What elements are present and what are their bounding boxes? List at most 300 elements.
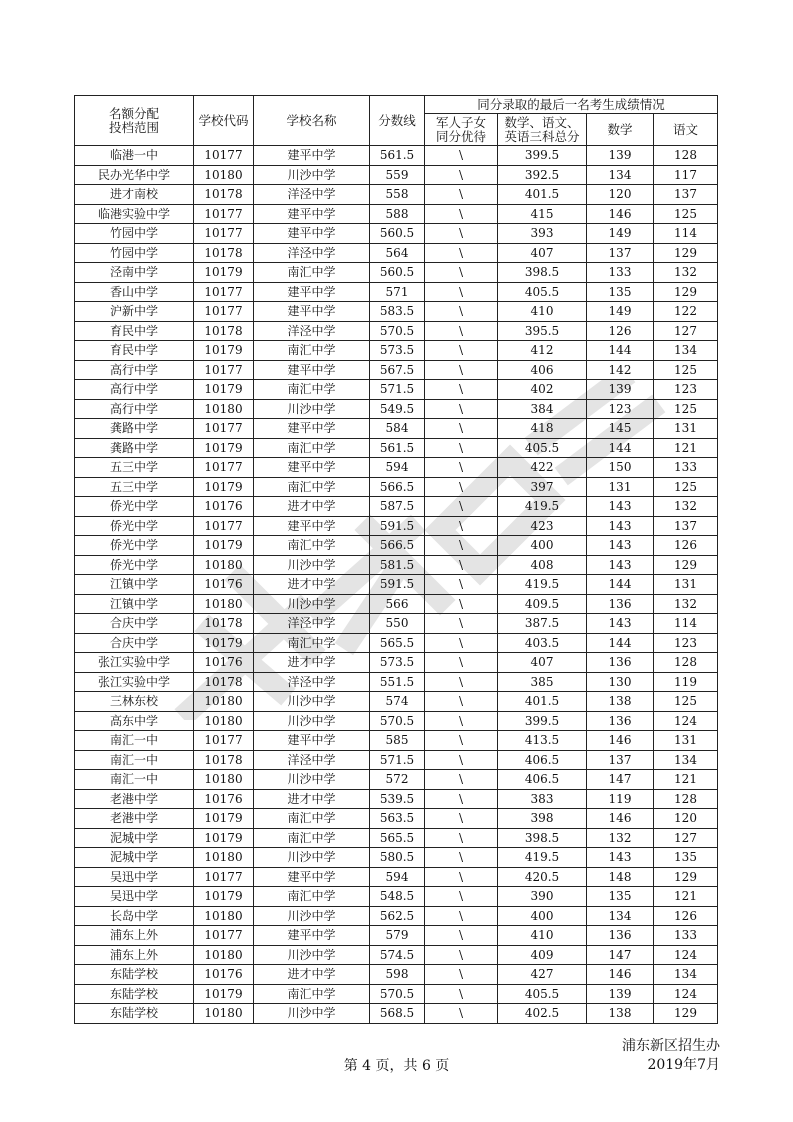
cell-total: 399.5 [498,146,587,166]
cell-name: 川沙中学 [254,555,370,575]
cell-code: 10179 [194,887,254,907]
cell-code: 10177 [194,926,254,946]
cell-range: 龚路中学 [75,438,194,458]
cell-chinese: 132 [654,594,718,614]
cell-name: 建平中学 [254,204,370,224]
cell-name: 建平中学 [254,302,370,322]
cell-total: 410 [498,926,587,946]
cell-name: 洋泾中学 [254,185,370,205]
table-row [75,887,718,907]
cell-score: 549.5 [370,399,425,419]
cell-total: 405.5 [498,438,587,458]
cell-range: 龚路中学 [75,419,194,439]
header-total-line1: 数学、语文、 [504,114,580,130]
cell-military: \ [425,848,498,868]
cell-name: 川沙中学 [254,711,370,731]
cell-score: 565.5 [370,828,425,848]
cell-range: 育民中学 [75,341,194,361]
cell-chinese: 125 [654,692,718,712]
cell-score: 565.5 [370,633,425,653]
cell-name: 进才中学 [254,497,370,517]
cell-military: \ [425,575,498,595]
cell-math: 130 [587,672,654,692]
table-row [75,302,718,322]
cell-chinese: 125 [654,399,718,419]
cell-math: 131 [587,477,654,497]
table-row [75,945,718,965]
cell-chinese: 129 [654,282,718,302]
cell-range: 育民中学 [75,321,194,341]
cell-chinese: 124 [654,945,718,965]
cell-range: 民办光华中学 [75,165,194,185]
cell-total: 400 [498,536,587,556]
header-math: 数学 [587,114,654,146]
cell-score: 563.5 [370,809,425,829]
cell-range: 高东中学 [75,711,194,731]
cell-name: 南汇中学 [254,828,370,848]
cell-name: 南汇中学 [254,984,370,1004]
cell-code: 10180 [194,770,254,790]
cell-total: 423 [498,516,587,536]
cell-chinese: 120 [654,809,718,829]
issuer-name: 浦东新区招生办 [622,1038,720,1054]
cell-range: 吴迅中学 [75,867,194,887]
cell-math: 126 [587,321,654,341]
cell-military: \ [425,243,498,263]
cell-military: \ [425,984,498,1004]
cell-math: 136 [587,653,654,673]
cell-total: 410 [498,302,587,322]
cell-math: 119 [587,789,654,809]
cell-score: 571 [370,282,425,302]
cell-score: 566 [370,594,425,614]
cell-name: 川沙中学 [254,594,370,614]
cell-military: \ [425,341,498,361]
cell-score: 568.5 [370,1004,425,1024]
cell-math: 145 [587,419,654,439]
cell-name: 洋泾中学 [254,614,370,634]
cell-total: 402 [498,380,587,400]
cell-code: 10179 [194,633,254,653]
cell-score: 587.5 [370,497,425,517]
cell-total: 420.5 [498,867,587,887]
cell-score: 594 [370,458,425,478]
cell-chinese: 125 [654,204,718,224]
cell-military: \ [425,750,498,770]
cell-range: 高行中学 [75,399,194,419]
cell-code: 10179 [194,263,254,283]
cell-math: 139 [587,380,654,400]
cell-chinese: 119 [654,672,718,692]
cell-code: 10177 [194,731,254,751]
cell-math: 143 [587,848,654,868]
cell-math: 144 [587,633,654,653]
table-row [75,165,718,185]
cell-range: 张江实验中学 [75,653,194,673]
cell-score: 550 [370,614,425,634]
table-row [75,965,718,985]
cell-total: 398.5 [498,828,587,848]
cell-score: 581.5 [370,555,425,575]
cell-score: 573.5 [370,341,425,361]
cell-military: \ [425,204,498,224]
cell-score: 585 [370,731,425,751]
cell-code: 10178 [194,672,254,692]
cell-math: 142 [587,360,654,380]
cell-range: 南汇一中 [75,731,194,751]
header-range-line1: 名额分配 [108,105,159,121]
cell-score: 564 [370,243,425,263]
cell-code: 10177 [194,146,254,166]
cell-range: 五三中学 [75,458,194,478]
cell-military: \ [425,282,498,302]
cell-name: 川沙中学 [254,399,370,419]
cell-military: \ [425,1004,498,1024]
cell-military: \ [425,945,498,965]
cell-chinese: 134 [654,965,718,985]
cell-name: 川沙中学 [254,692,370,712]
cell-chinese: 127 [654,321,718,341]
cell-chinese: 135 [654,848,718,868]
table-row [75,341,718,361]
cell-math: 136 [587,926,654,946]
cell-math: 133 [587,263,654,283]
cell-range: 进才南校 [75,185,194,205]
cell-code: 10179 [194,809,254,829]
cell-name: 川沙中学 [254,165,370,185]
table-row [75,789,718,809]
table-row [75,477,718,497]
cell-military: \ [425,594,498,614]
cell-math: 139 [587,984,654,1004]
cell-chinese: 117 [654,165,718,185]
cell-code: 10180 [194,399,254,419]
cell-name: 建平中学 [254,360,370,380]
table-row [75,711,718,731]
cell-name: 南汇中学 [254,380,370,400]
cell-range: 三林东校 [75,692,194,712]
cell-math: 146 [587,204,654,224]
cell-score: 583.5 [370,302,425,322]
cell-score: 574 [370,692,425,712]
cell-score: 588 [370,204,425,224]
cell-math: 134 [587,165,654,185]
table-row [75,438,718,458]
cell-math: 136 [587,594,654,614]
cell-total: 387.5 [498,614,587,634]
cell-name: 建平中学 [254,419,370,439]
cell-math: 148 [587,867,654,887]
cell-range: 老港中学 [75,809,194,829]
cell-math: 144 [587,438,654,458]
cell-total: 403.5 [498,633,587,653]
table-row [75,653,718,673]
cell-military: \ [425,614,498,634]
cell-range: 沪新中学 [75,302,194,322]
cell-math: 120 [587,185,654,205]
cell-name: 川沙中学 [254,770,370,790]
cell-code: 10180 [194,594,254,614]
cell-score: 571.5 [370,380,425,400]
cell-chinese: 137 [654,185,718,205]
cell-chinese: 127 [654,828,718,848]
cell-military: \ [425,965,498,985]
cell-name: 洋泾中学 [254,321,370,341]
cell-military: \ [425,516,498,536]
cell-range: 南汇一中 [75,750,194,770]
header-range [75,96,194,146]
cell-chinese: 129 [654,867,718,887]
table-row [75,594,718,614]
cell-range: 合庆中学 [75,633,194,653]
cell-code: 10177 [194,224,254,244]
cell-range: 合庆中学 [75,614,194,634]
cell-name: 建平中学 [254,731,370,751]
cell-math: 132 [587,828,654,848]
cell-military: \ [425,360,498,380]
cell-military: \ [425,770,498,790]
cell-code: 10179 [194,477,254,497]
cell-score: 566.5 [370,536,425,556]
cell-name: 建平中学 [254,146,370,166]
cell-range: 竹园中学 [75,224,194,244]
cell-total: 383 [498,789,587,809]
table-row [75,380,718,400]
cell-name: 川沙中学 [254,848,370,868]
cell-math: 143 [587,614,654,634]
cell-code: 10180 [194,945,254,965]
cell-name: 建平中学 [254,458,370,478]
cell-score: 561.5 [370,438,425,458]
table-row [75,321,718,341]
cell-range: 香山中学 [75,282,194,302]
header-code: 学校代码 [194,96,254,146]
cell-chinese: 134 [654,341,718,361]
cell-range: 侨光中学 [75,497,194,517]
cell-score: 591.5 [370,516,425,536]
cell-range: 泥城中学 [75,828,194,848]
cell-chinese: 137 [654,516,718,536]
cell-total: 398.5 [498,263,587,283]
cell-score: 594 [370,867,425,887]
cell-total: 418 [498,419,587,439]
table-row [75,399,718,419]
cell-math: 137 [587,243,654,263]
cell-range: 南汇一中 [75,770,194,790]
cell-range: 泾南中学 [75,263,194,283]
cell-name: 南汇中学 [254,887,370,907]
cell-total: 397 [498,477,587,497]
cell-chinese: 121 [654,770,718,790]
table-row [75,848,718,868]
table-row [75,497,718,517]
header-chinese: 语文 [654,114,718,146]
cell-total: 422 [498,458,587,478]
cell-name: 南汇中学 [254,438,370,458]
cell-military: \ [425,926,498,946]
cell-total: 419.5 [498,497,587,517]
cell-total: 405.5 [498,984,587,1004]
cell-score: 566.5 [370,477,425,497]
cell-total: 427 [498,965,587,985]
cell-military: \ [425,321,498,341]
cell-military: \ [425,887,498,907]
cell-math: 143 [587,497,654,517]
table-row [75,926,718,946]
cell-score: 562.5 [370,906,425,926]
cell-math: 144 [587,341,654,361]
cell-military: \ [425,399,498,419]
cell-range: 江镇中学 [75,575,194,595]
cell-code: 10176 [194,653,254,673]
cell-score: 573.5 [370,653,425,673]
cell-total: 400 [498,906,587,926]
cell-total: 415 [498,204,587,224]
cell-military: \ [425,828,498,848]
cell-total: 399.5 [498,711,587,731]
table-row [75,536,718,556]
cell-military: \ [425,477,498,497]
cell-code: 10176 [194,497,254,517]
cell-name: 进才中学 [254,965,370,985]
table-row [75,828,718,848]
cell-chinese: 128 [654,146,718,166]
cell-code: 10180 [194,1004,254,1024]
cell-military: \ [425,438,498,458]
header-military-line2: 同分优待 [435,128,486,144]
cell-score: 571.5 [370,750,425,770]
table-row [75,243,718,263]
cell-math: 147 [587,945,654,965]
cell-name: 川沙中学 [254,1004,370,1024]
cell-chinese: 122 [654,302,718,322]
cell-math: 143 [587,536,654,556]
cell-chinese: 133 [654,926,718,946]
header-score: 分数线 [370,96,425,146]
header-group: 同分录取的最后一名考生成绩情况 [425,96,718,114]
cell-code: 10177 [194,360,254,380]
cell-name: 洋泾中学 [254,243,370,263]
cell-name: 南汇中学 [254,536,370,556]
table-body [75,146,718,1024]
cell-code: 10177 [194,419,254,439]
cell-name: 川沙中学 [254,906,370,926]
cell-math: 134 [587,906,654,926]
cell-chinese: 123 [654,633,718,653]
cell-name: 建平中学 [254,926,370,946]
cell-score: 567.5 [370,360,425,380]
cell-code: 10176 [194,965,254,985]
cell-total: 392.5 [498,165,587,185]
cell-math: 136 [587,711,654,731]
cell-range: 浦东上外 [75,945,194,965]
cell-score: 548.5 [370,887,425,907]
cell-total: 384 [498,399,587,419]
cell-math: 150 [587,458,654,478]
cell-military: \ [425,263,498,283]
cell-chinese: 129 [654,1004,718,1024]
cell-military: \ [425,165,498,185]
cell-name: 建平中学 [254,224,370,244]
cell-total: 413.5 [498,731,587,751]
cell-math: 146 [587,731,654,751]
cell-score: 579 [370,926,425,946]
cell-math: 144 [587,575,654,595]
cell-total: 409 [498,945,587,965]
cell-range: 长岛中学 [75,906,194,926]
cell-code: 10177 [194,302,254,322]
cell-range: 老港中学 [75,789,194,809]
cell-math: 135 [587,887,654,907]
cell-military: \ [425,497,498,517]
cell-math: 138 [587,1004,654,1024]
cell-military: \ [425,789,498,809]
cell-math: 143 [587,516,654,536]
cell-range: 侨光中学 [75,536,194,556]
table-row [75,692,718,712]
cell-military: \ [425,224,498,244]
cell-name: 建平中学 [254,516,370,536]
cell-score: 570.5 [370,711,425,731]
cell-score: 560.5 [370,224,425,244]
cell-code: 10180 [194,848,254,868]
cell-score: 598 [370,965,425,985]
cell-range: 张江实验中学 [75,672,194,692]
table-row [75,263,718,283]
cell-chinese: 114 [654,614,718,634]
cell-name: 南汇中学 [254,341,370,361]
cell-total: 409.5 [498,594,587,614]
cell-code: 10179 [194,536,254,556]
cell-total: 402.5 [498,1004,587,1024]
cell-military: \ [425,692,498,712]
table-row [75,204,718,224]
table-row [75,614,718,634]
issue-date: 2019年7月 [647,1057,720,1073]
cell-code: 10179 [194,984,254,1004]
table-row [75,809,718,829]
cell-math: 123 [587,399,654,419]
cell-code: 10180 [194,555,254,575]
cell-math: 137 [587,750,654,770]
cell-code: 10176 [194,575,254,595]
cell-military: \ [425,672,498,692]
table-row [75,633,718,653]
cell-range: 临港一中 [75,146,194,166]
cell-math: 138 [587,692,654,712]
cell-name: 进才中学 [254,653,370,673]
cell-chinese: 128 [654,789,718,809]
cell-range: 高行中学 [75,380,194,400]
cell-total: 407 [498,243,587,263]
cell-score: 560.5 [370,263,425,283]
cell-military: \ [425,731,498,751]
cell-name: 川沙中学 [254,945,370,965]
table-row [75,984,718,1004]
cell-military: \ [425,711,498,731]
cell-code: 10176 [194,789,254,809]
cell-military: \ [425,555,498,575]
cell-military: \ [425,458,498,478]
cell-name: 南汇中学 [254,809,370,829]
cell-name: 建平中学 [254,282,370,302]
cell-range: 高行中学 [75,360,194,380]
cell-military: \ [425,906,498,926]
cell-total: 395.5 [498,321,587,341]
header-military-line1: 军人子女 [435,114,486,130]
cell-range: 临港实验中学 [75,204,194,224]
table-row [75,419,718,439]
